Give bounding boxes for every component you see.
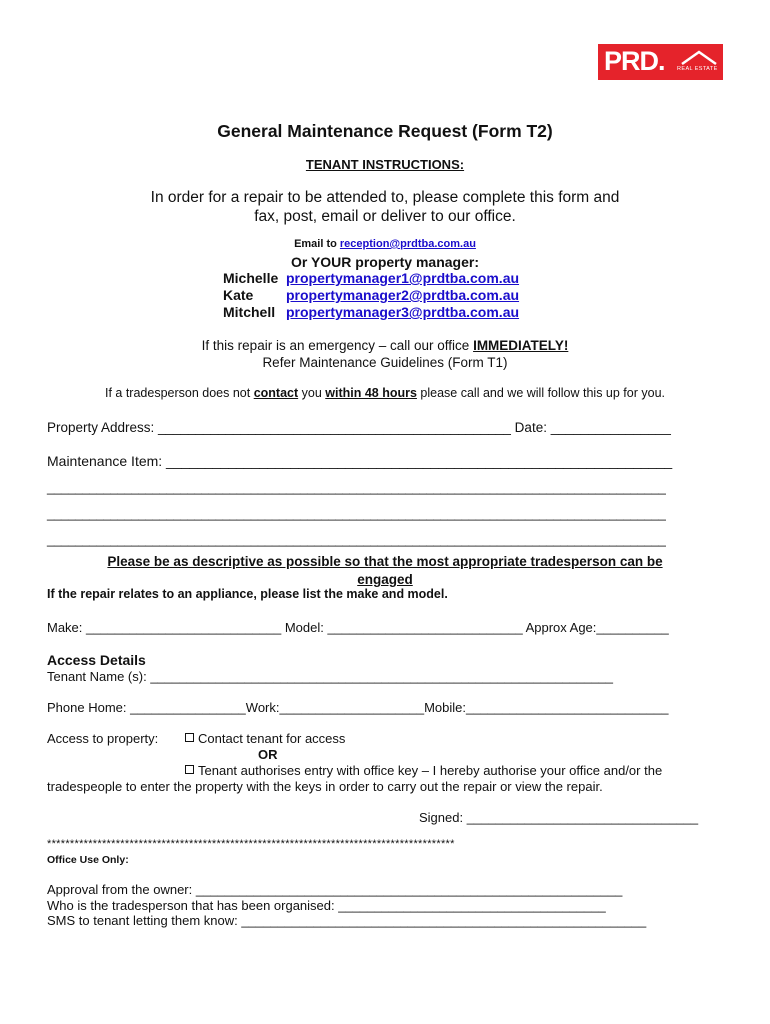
emergency-line-2: Refer Maintenance Guidelines (Form T1) (262, 355, 508, 370)
stars-divider: ***************************************************************************************** (47, 838, 455, 850)
office-use-heading: Office Use Only: (47, 854, 129, 866)
checkbox-office-key[interactable] (185, 765, 194, 774)
trades-part-1: If a tradesperson does not (104, 386, 254, 400)
pm-row-mitchell (223, 304, 519, 320)
make-model-field[interactable]: Make: ___________________________ Model: ___________________________ Approx Age:__________ (47, 620, 669, 635)
contact-tenant-option[interactable] (185, 731, 345, 746)
appliance-note: If the repair relates to an appliance, please list the make and model. (47, 587, 448, 601)
sms-field[interactable]: SMS to tenant letting them know: ________________________________________________________ (47, 913, 647, 928)
signed-field[interactable]: Signed: ________________________________ (419, 810, 699, 825)
pm-email-link[interactable]: propertymanager3@prdtba.com.au (286, 304, 520, 320)
intro-line-2: fax, post, email or deliver to our office. (254, 208, 516, 225)
descriptive-line-2: engaged (357, 572, 413, 587)
maintenance-line-3[interactable]: ________________________________________________________________________________________ (47, 532, 666, 547)
maintenance-line-1[interactable]: ________________________________________________________________________________________ (47, 480, 666, 495)
property-manager-heading: Or YOUR property manager: (290, 254, 479, 270)
tradesperson-note (0, 386, 770, 400)
logo-subtext: REAL ESTATE (677, 66, 718, 72)
tradesperson-field[interactable]: Who is the tradesperson that has been organised: _____________________________________ (47, 898, 606, 913)
maintenance-item-field[interactable]: Maintenance Item: _________________________________________________________________ (47, 453, 673, 469)
approval-field[interactable]: Approval from the owner: ___________________________________________________________ (47, 882, 623, 897)
form-title: General Maintenance Request (Form T2) (217, 121, 553, 141)
emergency-prefix: If this repair is an emergency – call our office (201, 338, 474, 353)
tenant-name-field[interactable]: Tenant Name (s): ________________________________________________________________ (47, 669, 614, 684)
emergency-line-1 (0, 337, 770, 354)
checkbox-contact-tenant[interactable] (185, 733, 194, 742)
access-label: Access to property: (47, 731, 159, 746)
trades-contact: contact (253, 386, 299, 400)
intro-text (0, 188, 770, 226)
email-prefix: Email to (294, 238, 340, 250)
trades-part-3: please call and we will follow this up for you. (416, 386, 665, 400)
access-details-heading: Access Details (47, 652, 146, 668)
option-1-label: Contact tenant for access (198, 731, 346, 746)
property-address-field[interactable]: Property Address: _______________________________________________ Date: ________________ (47, 420, 671, 435)
pm-row-michelle (223, 270, 519, 286)
descriptive-note (0, 553, 770, 589)
emergency-note (0, 337, 770, 371)
intro-line-1: In order for a repair to be attended to, please complete this form and (150, 189, 620, 206)
trades-within: within 48 hours (325, 386, 417, 400)
reception-email-link[interactable]: reception@prdtba.com.au (339, 238, 476, 250)
pm-name: Mitchell (223, 304, 276, 320)
roof-icon (680, 50, 718, 66)
descriptive-line-1: Please be as descriptive as possible so that the most appropriate tradesperson can be (107, 554, 663, 569)
email-line (0, 238, 770, 250)
maintenance-line-2[interactable]: ________________________________________________________________________________________ (47, 506, 666, 521)
pm-name: Michelle (223, 270, 279, 286)
pm-row-kate (223, 287, 519, 303)
tenant-instructions-heading: TENANT INSTRUCTIONS: (305, 157, 465, 172)
logo-text: PRD. (604, 46, 665, 76)
option-2-label: Tenant authorises entry with office key – I hereby authorise your office and/or the (198, 763, 663, 778)
or-label: OR (258, 747, 278, 762)
pm-email-link[interactable]: propertymanager1@prdtba.com.au (286, 270, 520, 286)
pm-email-link[interactable]: propertymanager2@prdtba.com.au (286, 287, 520, 303)
emergency-emphasis: IMMEDIATELY! (473, 338, 569, 353)
pm-name: Kate (223, 287, 254, 303)
trades-part-2: you (298, 386, 326, 400)
office-key-continuation: tradespeople to enter the property with the keys in order to carry out the repair or view the repair. (47, 779, 603, 794)
office-key-option[interactable] (185, 763, 662, 778)
prd-logo (598, 44, 723, 80)
phone-field[interactable]: Phone Home: ________________Work:____________________Mobile:____________________________ (47, 700, 669, 715)
